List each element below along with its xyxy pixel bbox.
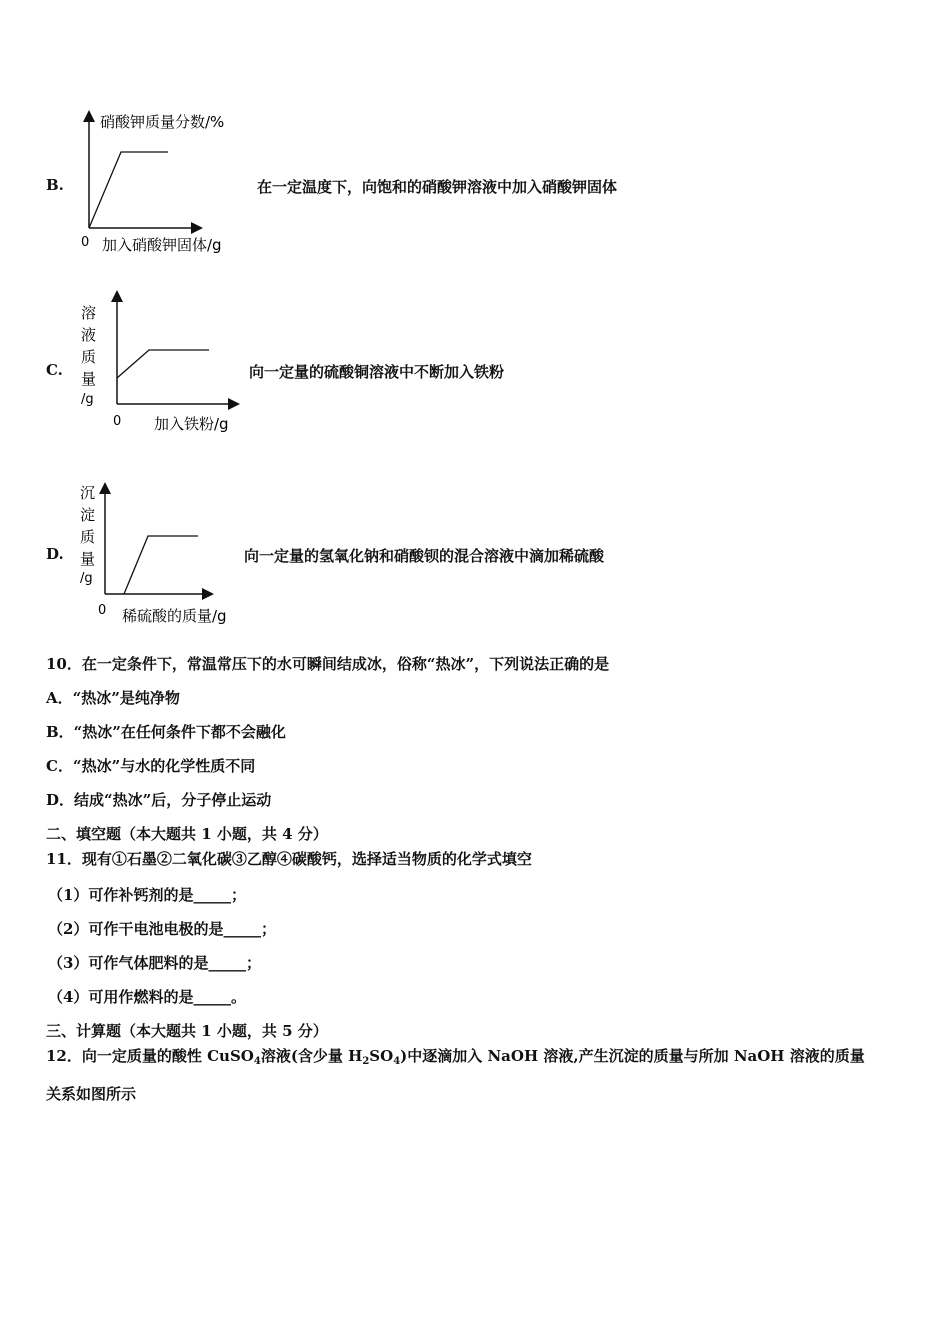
- q12-text-2: 溶液(含少量 H: [260, 1047, 363, 1065]
- graph-d-y-label-4: 量: [80, 550, 96, 568]
- graph-b-curve: [89, 152, 168, 228]
- q10-option-d: D．结成“热冰”后，分子停止运动: [46, 791, 272, 809]
- graph-d-y-label-1: 沉: [80, 484, 96, 502]
- q10-stem: 10．在一定条件下，常温常压下的水可瞬间结成冰，俗称“热冰”，下列说法正确的是: [46, 655, 610, 673]
- q10-option-c: C．“热冰”与水的化学性质不同: [46, 757, 256, 775]
- option-c-label: C.: [46, 361, 63, 379]
- graph-b: [72, 108, 262, 258]
- option-b-label: B.: [46, 176, 64, 194]
- section-3-title: 三、计算题（本大题共 1 小题，共 5 分）: [46, 1022, 328, 1040]
- graph-d-y-label-2: 淀: [80, 506, 96, 524]
- option-b-description: 在一定温度下，向饱和的硝酸钾溶液中加入硝酸钾固体: [257, 178, 618, 196]
- graph-c-origin: 0: [113, 414, 122, 429]
- graph-c-x-label: 加入铁粉/g: [154, 415, 229, 433]
- q12-sub-1: 4: [253, 1056, 261, 1067]
- q12-text-3: SO: [369, 1047, 394, 1065]
- section-2-title: 二、填空题（本大题共 1 小题，共 4 分）: [46, 825, 328, 843]
- graph-b-x-label: 加入硝酸钾固体/g: [102, 236, 222, 254]
- q12-line-2: 关系如图所示: [46, 1085, 137, 1103]
- option-c-description: 向一定量的硫酸铜溶液中不断加入铁粉: [249, 363, 505, 381]
- q12-sub-3: 4: [393, 1056, 401, 1067]
- q11-part-3: （3）可作气体肥料的是_____；: [48, 954, 261, 972]
- graph-c: [74, 288, 254, 438]
- graph-d: [74, 478, 254, 630]
- graph-c-y-label-4: 量: [81, 370, 97, 388]
- graph-c-y-label-1: 溶: [81, 304, 97, 322]
- q12-sub-2: 2: [362, 1056, 370, 1067]
- graph-c-y-label-3: 质: [81, 348, 97, 366]
- graph-d-y-label-3: 质: [80, 528, 96, 546]
- graph-d-origin: 0: [98, 603, 107, 618]
- graph-d-x-label: 稀硫酸的质量/g: [122, 607, 227, 625]
- q12-text-1: 12．向一定质量的酸性 CuSO: [46, 1047, 254, 1065]
- q12-text-4: )中逐滴加入 NaOH 溶液,产生沉淀的质量与所加 NaOH 溶液的质量: [400, 1047, 865, 1065]
- graph-b-y-label: 硝酸钾质量分数/%: [100, 113, 225, 131]
- q11-part-2: （2）可作干电池电极的是_____；: [48, 920, 276, 938]
- graph-d-curve: [124, 536, 198, 594]
- q12-stem: [46, 1045, 865, 1067]
- option-d-label: D.: [46, 545, 64, 563]
- graph-b-origin: 0: [81, 235, 90, 250]
- graph-c-y-label-2: 液: [81, 326, 97, 344]
- q11-stem: 11．现有①石墨②二氧化碳③乙醇④碳酸钙，选择适当物质的化学式填空: [46, 850, 532, 868]
- q10-option-b: B．“热冰”在任何条件下都不会融化: [46, 723, 286, 741]
- q10-option-a: A．“热冰”是纯净物: [46, 689, 180, 707]
- graph-c-curve: [117, 350, 209, 378]
- option-d-description: 向一定量的氢氧化钠和硝酸钡的混合溶液中滴加稀硫酸: [244, 547, 605, 565]
- q11-part-4: （4）可用作燃料的是_____。: [48, 988, 246, 1006]
- graph-d-y-label-5: /g: [80, 571, 93, 586]
- graph-c-y-label-5: /g: [81, 392, 94, 407]
- q11-part-1: （1）可作补钙剂的是_____；: [48, 886, 246, 904]
